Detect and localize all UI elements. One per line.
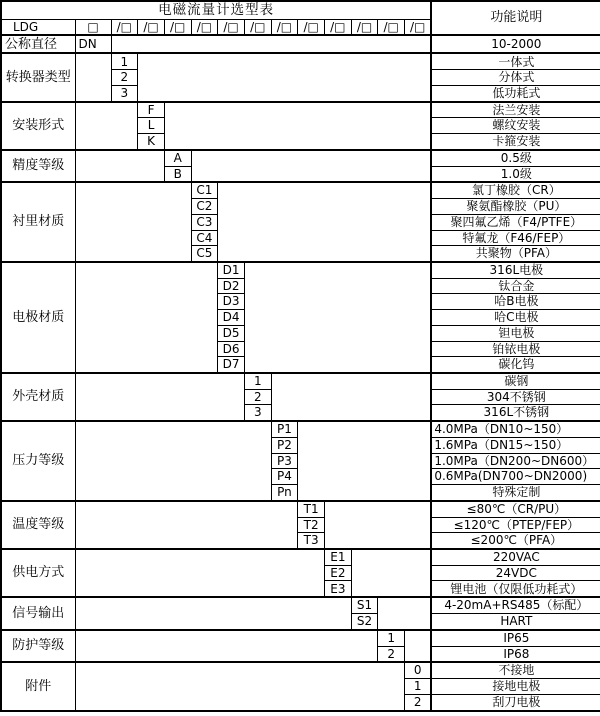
spacer-cell <box>164 102 431 150</box>
category-label: 供电方式 <box>1 549 75 597</box>
model-first-box: □ <box>75 19 111 35</box>
group-row <box>1 102 600 118</box>
model-slot-cell: /□ <box>378 19 405 35</box>
option-code-cell: C2 <box>191 199 218 215</box>
option-code-cell: P3 <box>271 453 298 469</box>
category-label: 信号输出 <box>1 597 75 630</box>
spacer-cell <box>75 549 325 597</box>
description-cell: ≤200℃（PFA） <box>431 533 600 549</box>
option-code-cell: A <box>164 150 191 166</box>
category-label: 电极材质 <box>1 262 75 373</box>
group-row <box>1 182 600 198</box>
group-row <box>1 421 600 437</box>
spacer-cell <box>75 150 164 183</box>
option-code-cell: B <box>164 166 191 182</box>
description-cell: 接地电极 <box>431 679 600 695</box>
option-code-cell: 1 <box>244 373 271 389</box>
description-cell: 碳化钨 <box>431 357 600 373</box>
description-cell: 1.6MPa（DN15~150） <box>431 437 600 453</box>
description-cell: 哈B电极 <box>431 294 600 310</box>
category-label: 转换器类型 <box>1 53 75 101</box>
description-cell: 法兰安装 <box>431 102 600 118</box>
model-slot-cell: /□ <box>351 19 378 35</box>
option-code-cell: 3 <box>111 85 138 101</box>
function-column-header: 功能说明 <box>431 1 600 35</box>
category-label: 安装形式 <box>1 102 75 150</box>
spacer-cell <box>271 373 431 421</box>
description-cell: 螺纹安装 <box>431 118 600 134</box>
category-label: 压力等级 <box>1 421 75 501</box>
option-code-cell: C3 <box>191 214 218 230</box>
description-cell: 一体式 <box>431 53 600 69</box>
group-row <box>1 150 600 166</box>
group-row <box>1 662 600 678</box>
option-code-cell: D5 <box>218 325 245 341</box>
spacer-cell <box>75 597 351 630</box>
option-code-cell: 3 <box>244 405 271 421</box>
option-code-cell: C1 <box>191 182 218 198</box>
description-cell: 刮刀电极 <box>431 694 600 711</box>
description-cell: 特殊定制 <box>431 485 600 501</box>
category-label: 温度等级 <box>1 501 75 549</box>
option-code-cell: D2 <box>218 278 245 294</box>
spacer-cell <box>75 182 191 262</box>
option-code-cell: 2 <box>378 646 405 662</box>
description-cell-diameter: 10-2000 <box>431 35 600 53</box>
description-cell: 哈C电极 <box>431 310 600 326</box>
option-code-cell: P1 <box>271 421 298 437</box>
description-cell: 聚四氟乙烯（F4/PTFE） <box>431 214 600 230</box>
option-code-cell: 2 <box>111 70 138 86</box>
description-cell: 聚氨酯橡胶（PU） <box>431 199 600 215</box>
spacer-cell <box>405 630 432 663</box>
description-cell: 分体式 <box>431 70 600 86</box>
spacer-cell <box>244 262 431 373</box>
description-cell: 碳钢 <box>431 373 600 389</box>
option-code-cell: T3 <box>298 533 325 549</box>
option-code-cell: E2 <box>325 565 352 581</box>
model-slot-cell: /□ <box>111 19 138 35</box>
option-code-cell: Pn <box>271 485 298 501</box>
spacer-cell <box>75 421 271 501</box>
option-code-cell: T2 <box>298 517 325 533</box>
spacer-cell <box>218 182 432 262</box>
model-slot-cell: /□ <box>405 19 432 35</box>
description-cell: 卡箍安装 <box>431 134 600 150</box>
description-cell: 304不锈钢 <box>431 389 600 405</box>
option-code-cell: D1 <box>218 262 245 278</box>
spacer-cell <box>138 53 432 101</box>
category-label: 外壳材质 <box>1 373 75 421</box>
description-cell: 220VAC <box>431 549 600 565</box>
spacer-cell <box>75 373 244 421</box>
option-code-cell: F <box>138 102 165 118</box>
title-row <box>1 1 600 19</box>
option-code-cell: E3 <box>325 581 352 597</box>
spacer-cell <box>75 630 378 663</box>
category-label: 防护等级 <box>1 630 75 663</box>
description-cell: ≤80℃（CR/PU） <box>431 501 600 517</box>
option-code-cell: 1 <box>405 679 432 695</box>
spacer-cell <box>191 150 431 183</box>
page-title: 电磁流量计选型表 <box>1 1 431 19</box>
spacer-cell <box>378 597 431 630</box>
spacer-cell <box>75 262 218 373</box>
description-cell: 4-20mA+RS485（标配） <box>431 597 600 613</box>
option-code-cell: D3 <box>218 294 245 310</box>
spacer-cell <box>351 549 431 597</box>
description-cell: 不接地 <box>431 662 600 678</box>
option-code-cell: 0 <box>405 662 432 678</box>
option-code-cell: D6 <box>218 341 245 357</box>
option-code-cell: D7 <box>218 357 245 373</box>
option-code-cell: 2 <box>405 694 432 711</box>
category-label: 附件 <box>1 662 75 711</box>
option-code-cell: 2 <box>244 389 271 405</box>
group-row <box>1 597 600 613</box>
category-label-diameter: 公称直径 <box>1 35 75 53</box>
option-code-cell: P4 <box>271 469 298 485</box>
group-row <box>1 373 600 389</box>
description-cell: 锂电池（仅限低功耗式） <box>431 581 600 597</box>
model-slot-cell: /□ <box>271 19 298 35</box>
description-cell: ≤120℃（PTEP/FEP） <box>431 517 600 533</box>
option-code-cell: S2 <box>351 613 378 629</box>
model-slot-cell: /□ <box>325 19 352 35</box>
option-code-cell: K <box>138 134 165 150</box>
description-cell: 0.6MPa(DN700~DN2000) <box>431 469 600 485</box>
group-row <box>1 549 600 565</box>
description-cell: 24VDC <box>431 565 600 581</box>
spacer-cell <box>111 35 431 53</box>
spacer-cell <box>75 53 111 101</box>
model-slot-cell: /□ <box>244 19 271 35</box>
option-code-cell: L <box>138 118 165 134</box>
description-cell: 0.5级 <box>431 150 600 166</box>
description-cell: IP68 <box>431 646 600 662</box>
description-cell: 铂铱电极 <box>431 341 600 357</box>
description-cell: 钽电极 <box>431 325 600 341</box>
model-prefix: LDG <box>1 19 75 35</box>
spacer-cell <box>75 662 405 711</box>
description-cell: 共聚物（PFA） <box>431 246 600 262</box>
model-slot-cell: /□ <box>298 19 325 35</box>
description-cell: 316L电极 <box>431 262 600 278</box>
option-code-cell: T1 <box>298 501 325 517</box>
spacer-cell <box>75 501 298 549</box>
model-slot-cell: /□ <box>191 19 218 35</box>
description-cell: 1.0级 <box>431 166 600 182</box>
model-slot-cell: /□ <box>138 19 165 35</box>
model-slot-cell: /□ <box>164 19 191 35</box>
group-row <box>1 262 600 278</box>
spacer-cell <box>325 501 432 549</box>
spacer-cell <box>298 421 432 501</box>
option-code-cell: S1 <box>351 597 378 613</box>
description-cell: 1.0MPa（DN200~DN600） <box>431 453 600 469</box>
description-cell: 特氟龙（F46/FEP） <box>431 230 600 246</box>
option-code-cell: 1 <box>378 630 405 646</box>
option-code-cell: D4 <box>218 310 245 326</box>
selection-table-body <box>1 1 600 711</box>
option-code-cell: C5 <box>191 246 218 262</box>
option-code-cell: C4 <box>191 230 218 246</box>
option-code-cell: P2 <box>271 437 298 453</box>
option-code-cell: E1 <box>325 549 352 565</box>
group-row <box>1 53 600 69</box>
description-cell: 316L不锈钢 <box>431 405 600 421</box>
option-code-cell: 1 <box>111 53 138 69</box>
spacer-cell <box>75 102 138 150</box>
diameter-code-cell: DN <box>75 35 111 53</box>
description-cell: 氯丁橡胶（CR） <box>431 182 600 198</box>
category-label: 衬里材质 <box>1 182 75 262</box>
description-cell: IP65 <box>431 630 600 646</box>
diameter-row <box>1 35 600 53</box>
description-cell: 钛合金 <box>431 278 600 294</box>
group-row <box>1 501 600 517</box>
description-cell: 4.0MPa（DN10~150） <box>431 421 600 437</box>
description-cell: HART <box>431 613 600 629</box>
description-cell: 低功耗式 <box>431 85 600 101</box>
group-row <box>1 630 600 646</box>
category-label: 精度等级 <box>1 150 75 183</box>
model-slot-cell: /□ <box>218 19 245 35</box>
